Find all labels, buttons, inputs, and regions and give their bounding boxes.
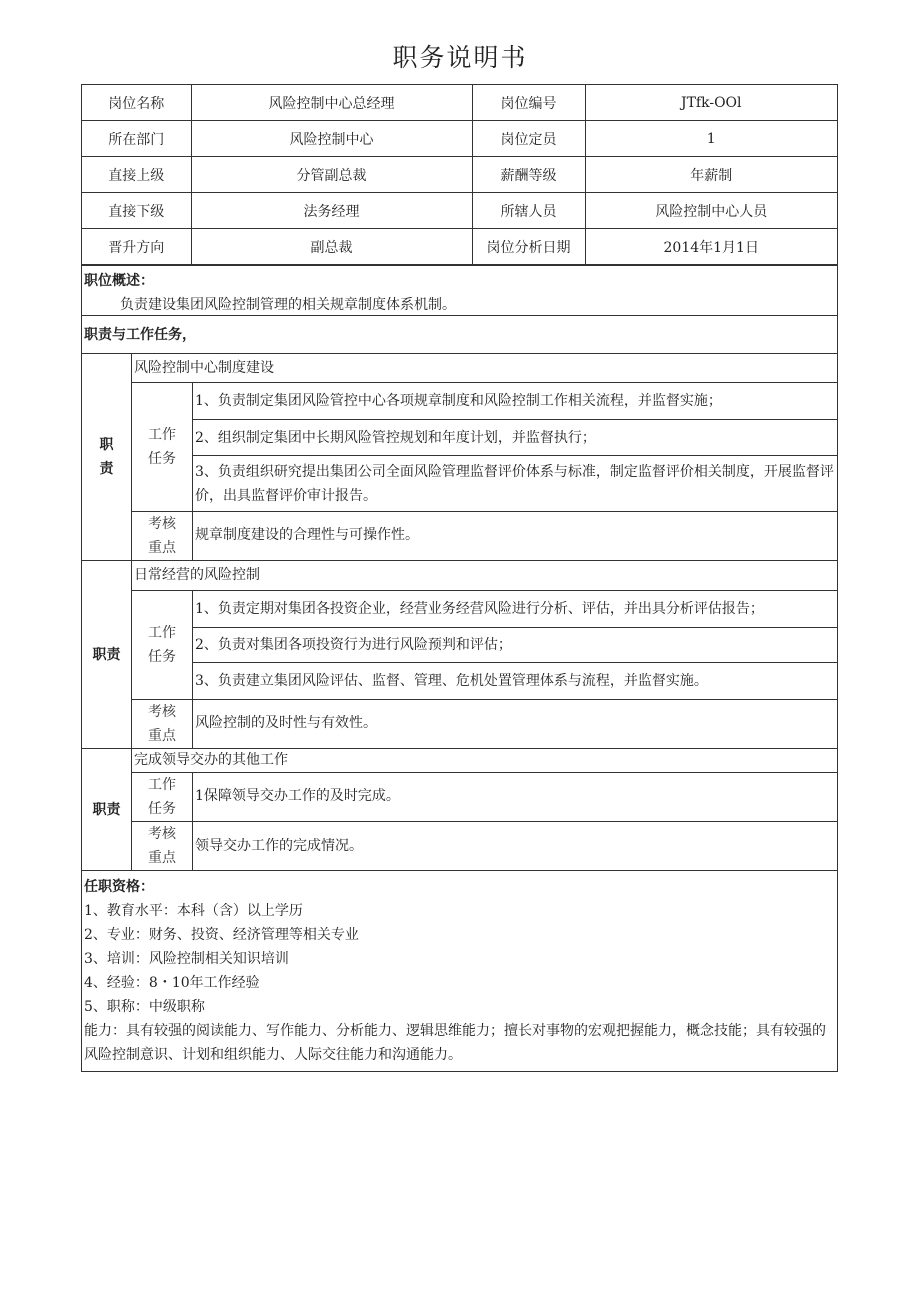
- qualifications: [82, 870, 837, 1071]
- duty-section-title: 完成领导交办的其他工作: [132, 749, 837, 773]
- task-item: 3、负责组织研究提出集团公司全面风险管理监督评价体系与标准，制定监督评价相关制度，开展监督评价，出具监督评价审计报告。: [193, 455, 837, 511]
- info-value: 分管副总裁: [191, 157, 472, 193]
- qualification-item: 3、培训：风险控制相关知识培训: [84, 951, 289, 967]
- duty-section-label: 职 责: [82, 354, 132, 560]
- info-row: [82, 193, 837, 229]
- task-item: 3、负责建立集团风险评估、监督、管理、危机处置管理体系与流程，并监督实施。: [193, 662, 837, 699]
- info-value: 年薪制: [585, 157, 837, 193]
- info-value: 1: [585, 121, 837, 157]
- duty-section-label: 职责: [82, 561, 132, 748]
- duty-section: [82, 353, 837, 560]
- info-label: 晋升方向: [82, 229, 191, 265]
- position-summary: [82, 265, 837, 315]
- qualification-item: 4、经验：8・10年工作经验: [84, 975, 260, 991]
- info-label: 岗位名称: [82, 85, 191, 121]
- ability-text: 能力：具有较强的阅读能力、写作能力、分析能力、逻辑思维能力；擅长对事物的宏观把握能力，概念技能；具有较强的风险控制意识、计划和组织能力、人际交往能力和沟通能力。: [84, 1023, 826, 1063]
- focus-text: 领导交办工作的完成情况。: [195, 837, 363, 854]
- info-label: 岗位编号: [472, 85, 585, 121]
- info-label: 所辖人员: [472, 193, 585, 229]
- summary-label: 职位概述：: [84, 273, 154, 289]
- focus-label: 考核 重点: [132, 512, 193, 560]
- duty-section: [82, 560, 837, 748]
- summary-text: 负责建设集团风险控制管理的相关规章制度体系机制。: [120, 297, 456, 313]
- info-label: 直接上级: [82, 157, 191, 193]
- duties-heading: 职责与工作任务，: [82, 315, 837, 353]
- info-label: 薪酬等级: [472, 157, 585, 193]
- duty-section-label: 职责: [82, 749, 132, 870]
- info-label: 岗位分析日期: [472, 229, 585, 265]
- page-title: 职务说明书: [392, 43, 528, 72]
- info-row: [82, 121, 837, 157]
- qualification-item: 5、职称：中级职称: [84, 999, 205, 1015]
- info-value: 法务经理: [191, 193, 472, 229]
- task-label: 工作 任务: [132, 773, 193, 821]
- duty-section: [82, 748, 837, 870]
- task-item: 1保障领导交办工作的及时完成。: [195, 788, 400, 804]
- task-label: 工作 任务: [132, 383, 193, 511]
- info-label: 所在部门: [82, 121, 191, 157]
- info-value: 风险控制中心人员: [585, 193, 837, 229]
- task-item: 2、组织制定集团中长期风险管控规划和年度计划，并监督执行；: [193, 419, 837, 455]
- focus-label: 考核 重点: [132, 700, 193, 748]
- job-description-form: [81, 84, 838, 1072]
- info-row: [82, 229, 837, 265]
- focus-text: 规章制度建设的合理性与可操作性。: [195, 527, 419, 543]
- task-label: 工作 任务: [132, 591, 193, 699]
- focus-label: 考核 重点: [132, 822, 193, 870]
- task-item: 2、负责对集团各项投资行为进行风险预判和评估；: [193, 627, 837, 662]
- qualification-item: 1、教育水平：本科（含）以上学历: [84, 903, 303, 919]
- focus-text: 风险控制的及时性与有效性。: [195, 715, 377, 731]
- info-label: 直接下级: [82, 193, 191, 229]
- info-label: 岗位定员: [472, 121, 585, 157]
- info-table: [82, 85, 837, 265]
- info-row: [82, 157, 837, 193]
- info-value: 风险控制中心: [191, 121, 472, 157]
- info-value: JTfk-OOl: [585, 85, 837, 121]
- qualification-item: 2、专业：财务、投资、经济管理等相关专业: [84, 927, 359, 943]
- info-row: [82, 85, 837, 121]
- duty-section-title: 风险控制中心制度建设: [132, 354, 837, 383]
- task-item: 1、负责制定集团风险管控中心各项规章制度和风险控制工作相关流程，并监督实施；: [195, 393, 722, 409]
- duty-section-title: 日常经营的风险控制: [132, 561, 837, 591]
- info-value: 风险控制中心总经理: [191, 85, 472, 121]
- info-value: 副总裁: [191, 229, 472, 265]
- task-item: 1、负责定期对集团各投资企业，经营业务经营风险进行分析、评估，并出具分析评估报告；: [195, 601, 764, 617]
- qualifications-label: 任职资格：: [84, 879, 154, 895]
- info-value: 2014年1月1日: [585, 229, 837, 265]
